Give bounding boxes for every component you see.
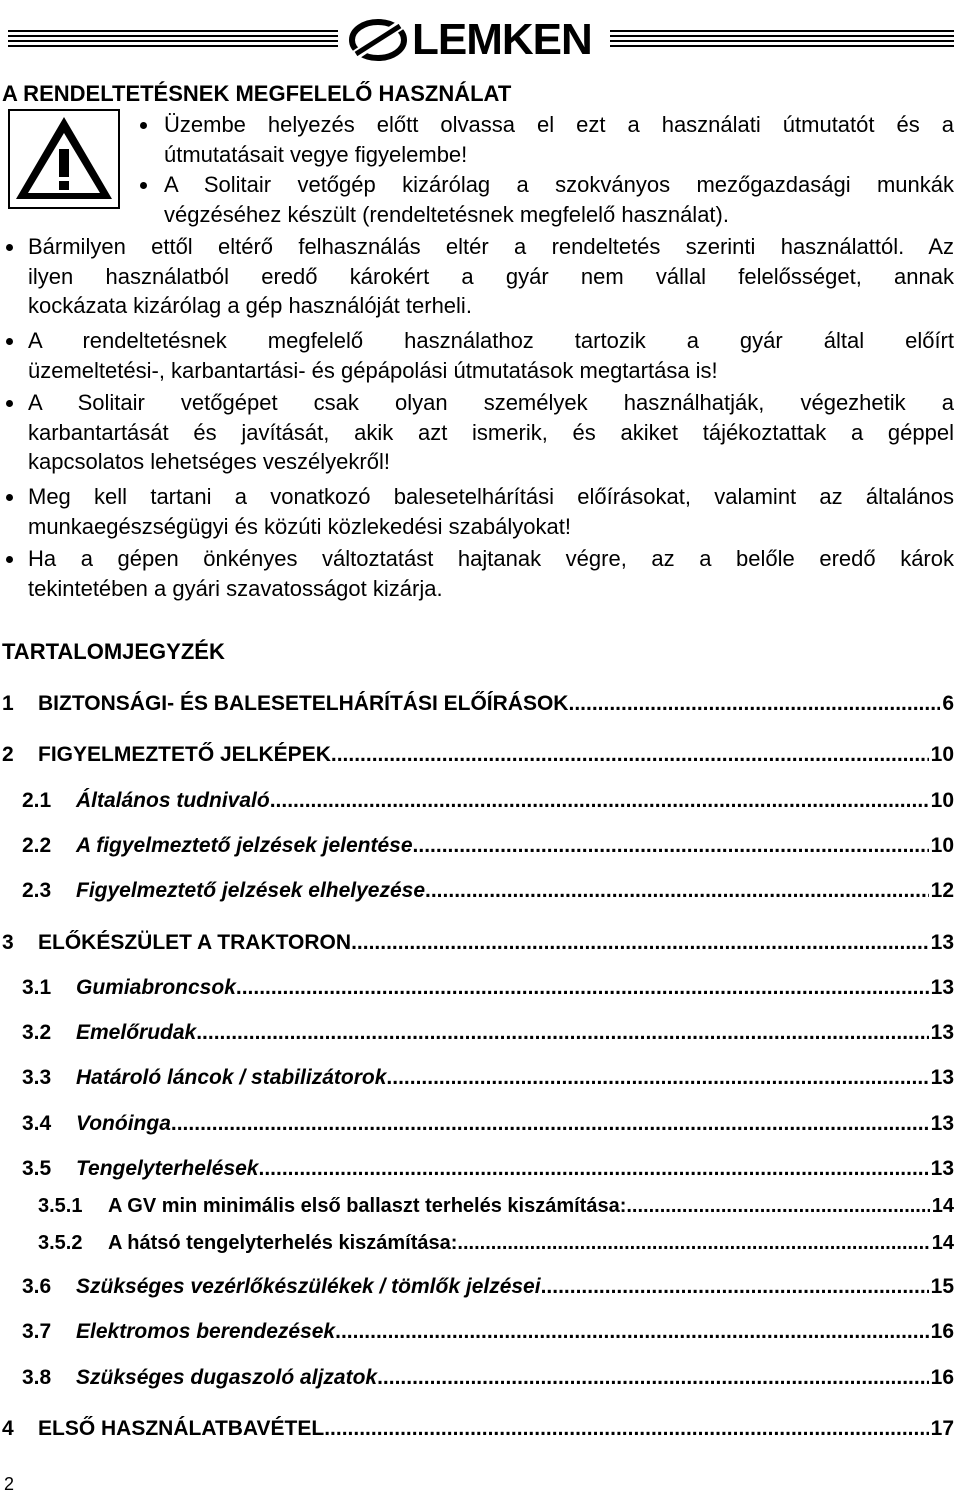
toc-page: 13 xyxy=(930,1066,954,1089)
toc-page: 14 xyxy=(931,1195,954,1217)
toc-leader xyxy=(425,877,929,905)
toc-number: 1 xyxy=(2,692,14,715)
toc-page: 16 xyxy=(930,1366,954,1389)
toc-leader xyxy=(236,974,929,1002)
toc-entry[interactable] xyxy=(22,832,954,860)
toc-page: 13 xyxy=(930,1157,954,1180)
toc-page: 16 xyxy=(930,1320,954,1343)
toc-label: Gumiabroncsok xyxy=(76,976,236,999)
bullet-icon xyxy=(6,338,13,345)
toc-leader xyxy=(377,1364,929,1392)
toc-number: 4 xyxy=(2,1417,14,1440)
bullet-text: Bármilyen ettől eltérő felhasználás eltér a rendeltetés szerinti használattól. Az ilyen használatból eredő károkért a gyár nem vállal felelősséget, annak kockázata kizárólag a gép használóját terheli. xyxy=(28,234,954,318)
toc-number: 2.2 xyxy=(22,834,52,857)
toc-page: 13 xyxy=(930,931,954,954)
toc-entry[interactable] xyxy=(22,1110,954,1138)
warning-triangle-icon xyxy=(8,109,120,209)
toc-label: A figyelmeztető jelzések jelentése xyxy=(76,834,413,857)
toc-page: 13 xyxy=(930,1112,954,1135)
toc-number: 3.5.2 xyxy=(38,1232,83,1254)
toc-page: 6 xyxy=(942,692,954,715)
toc-page: 10 xyxy=(930,743,954,766)
toc-label: Határoló láncok / stabilizátorok xyxy=(76,1066,387,1089)
toc-leader xyxy=(413,832,929,860)
toc-leader xyxy=(258,1155,928,1183)
bullet-icon xyxy=(6,400,13,407)
toc-entry[interactable] xyxy=(22,1364,954,1392)
toc-number: 3.2 xyxy=(22,1021,52,1044)
section-title: A RENDELTETÉSNEK MEGFELELŐ HASZNÁLAT xyxy=(2,81,512,106)
toc-label: ELŐKÉSZÜLET A TRAKTORON xyxy=(38,931,352,954)
toc-entry[interactable] xyxy=(2,690,954,718)
toc-leader xyxy=(171,1110,929,1138)
toc-label: Emelőrudak xyxy=(76,1021,197,1044)
toc-leader xyxy=(196,1019,928,1047)
bullet-text: Meg kell tartani a vonatkozó balesetelhárítási előírásokat, valamint az általános munkaegészségügyi és közúti közlekedési szabályokat! xyxy=(28,484,954,539)
bullet-text: Ha a gépen önkényes változtatást hajtanak végre, az a belőle eredő károk tekintetében a gyári szavatosságot kizárja. xyxy=(28,546,954,601)
toc-page: 10 xyxy=(930,789,954,812)
toc-entry[interactable] xyxy=(22,974,954,1002)
toc-number: 3.8 xyxy=(22,1366,52,1389)
bullet-icon xyxy=(6,494,13,501)
bullet-text: A rendeltetésnek megfelelő használathoz tartozik a gyár által előírt üzemeltetési-, karbantartási- és gépápolási útmutatások megtartása is! xyxy=(28,328,954,383)
bullet-text: A Solitair vetőgépet csak olyan személyek használhatják, végezhetik a karbantartását és javítását, akik azt ismerik, és akiket tájékoztattak a géppel kapcsolatos lehetséges veszélyekről! xyxy=(28,390,954,474)
toc-number: 3.5 xyxy=(22,1157,52,1180)
lemken-logo xyxy=(348,12,606,68)
toc-entry[interactable] xyxy=(38,1192,954,1220)
toc-leader xyxy=(457,1229,929,1257)
toc-page: 15 xyxy=(930,1275,954,1298)
toc-leader xyxy=(331,741,929,769)
toc-leader xyxy=(351,929,929,957)
toc-entry[interactable] xyxy=(2,741,954,769)
brand-name: LEMKEN xyxy=(412,15,592,64)
toc-page: 13 xyxy=(930,976,954,999)
toc-leader xyxy=(626,1192,929,1220)
toc-label: Figyelmeztető jelzések elhelyezése xyxy=(76,879,426,902)
toc-number: 2 xyxy=(2,743,14,766)
toc-number: 3.4 xyxy=(22,1112,52,1135)
lemken-emblem-icon xyxy=(348,16,408,64)
toc-label: Elektromos berendezések xyxy=(76,1320,336,1343)
toc-number: 3.1 xyxy=(22,976,52,999)
bullet-text: A Solitair vetőgép kizárólag a szokványos mezőgazdasági munkák végzéséhez készült (rendeltetésnek megfelelő használat). xyxy=(164,172,954,227)
toc-number: 2.1 xyxy=(22,789,52,812)
toc-entry[interactable] xyxy=(22,1318,954,1346)
header-rule-right xyxy=(610,30,954,50)
toc-number: 3.3 xyxy=(22,1066,52,1089)
page-header xyxy=(0,10,960,70)
bullet-icon xyxy=(140,182,147,189)
toc-leader xyxy=(270,787,929,815)
toc-title: TARTALOMJEGYZÉK xyxy=(2,639,225,664)
toc-entry[interactable] xyxy=(22,877,954,905)
toc-page: 14 xyxy=(931,1232,954,1254)
toc-label: A GV min minimális első ballaszt terhelés kiszámítása: xyxy=(108,1195,627,1217)
toc-entry[interactable] xyxy=(2,1415,954,1443)
toc-label: Szükséges vezérlőkészülékek / tömlők jelzései xyxy=(76,1275,541,1298)
page-number: 2 xyxy=(4,1474,15,1494)
toc-number: 3.7 xyxy=(22,1320,52,1343)
toc-label: ELSŐ HASZNÁLATBAVÉTEL xyxy=(38,1417,325,1440)
toc-label: BIZTONSÁGI- ÉS BALESETELHÁRÍTÁSI ELŐÍRÁSOK xyxy=(38,692,569,715)
toc-entry[interactable] xyxy=(2,929,954,957)
toc-entry[interactable] xyxy=(38,1229,954,1257)
toc-page: 13 xyxy=(930,1021,954,1044)
toc-leader xyxy=(324,1415,928,1443)
toc-entry[interactable] xyxy=(22,1019,954,1047)
header-rule-left xyxy=(8,30,338,50)
toc-label: A hátsó tengelyterhelés kiszámítása: xyxy=(108,1232,458,1254)
toc-label: Szükséges dugaszoló aljzatok xyxy=(76,1366,378,1389)
toc-leader xyxy=(541,1273,929,1301)
toc-label: Tengelyterhelések xyxy=(76,1157,259,1180)
bullet-icon xyxy=(6,244,13,251)
toc-page: 12 xyxy=(930,879,954,902)
toc-entry[interactable] xyxy=(22,1273,954,1301)
toc-label: FIGYELMEZTETŐ JELKÉPEK xyxy=(38,743,331,766)
toc-label: Vonóinga xyxy=(76,1112,171,1135)
bullet-text: Üzembe helyezés előtt olvassa el ezt a használati útmutatót és a útmutatásait vegye figyelembe! xyxy=(164,112,954,167)
toc-number: 3.5.1 xyxy=(38,1195,83,1217)
toc-entry[interactable] xyxy=(22,1155,954,1183)
toc-entry[interactable] xyxy=(22,1064,954,1092)
toc-entry[interactable] xyxy=(22,787,954,815)
toc-number: 3.6 xyxy=(22,1275,52,1298)
warning-sign xyxy=(8,109,120,209)
toc-number: 2.3 xyxy=(22,879,52,902)
toc-page: 10 xyxy=(930,834,954,857)
bullet-icon xyxy=(6,556,13,563)
toc-leader xyxy=(335,1318,929,1346)
toc-page: 17 xyxy=(930,1417,954,1440)
toc-label: Általános tudnivaló xyxy=(76,789,270,812)
toc-number: 3 xyxy=(2,931,14,954)
toc-leader xyxy=(386,1064,928,1092)
bullet-icon xyxy=(140,122,147,129)
toc-leader xyxy=(568,690,940,718)
